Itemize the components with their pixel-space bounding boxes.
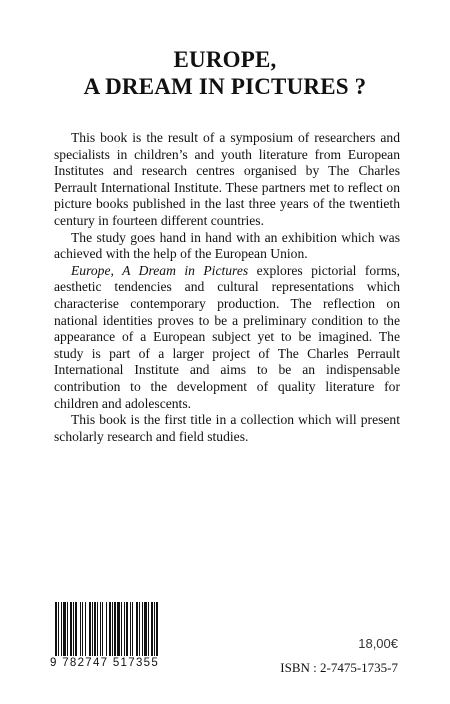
blurb-text xyxy=(54,130,400,445)
barcode-bar xyxy=(124,602,125,656)
barcode-bar xyxy=(148,602,149,656)
barcode-bars xyxy=(54,602,160,656)
barcode-bar xyxy=(63,602,66,656)
barcode-bar xyxy=(102,602,103,656)
barcode-bar xyxy=(70,602,72,656)
barcode-bar xyxy=(130,602,131,656)
barcode-bar xyxy=(112,602,113,656)
barcode-bar xyxy=(121,602,122,656)
barcode-bar xyxy=(156,602,158,656)
barcode-bar xyxy=(92,602,93,656)
barcode-bar xyxy=(80,602,81,656)
barcode-bar xyxy=(97,602,98,656)
barcode-bar xyxy=(100,602,101,656)
barcode-bar xyxy=(114,602,116,656)
isbn-label: ISBN : 2-7475-1735-7 xyxy=(280,660,398,675)
barcode-bar xyxy=(75,602,77,656)
barcode-digits: 9 782747 517355 xyxy=(50,657,160,669)
barcode-bar xyxy=(154,602,155,656)
barcode-bar xyxy=(61,602,62,656)
barcode-bar xyxy=(117,602,120,656)
barcode-bar xyxy=(109,602,111,656)
blurb-paragraph-2: The study goes hand in hand with an exhibition which was achieved with the help of the European Union. xyxy=(54,229,400,262)
barcode xyxy=(54,602,160,656)
barcode-bar xyxy=(144,602,147,656)
barcode-bar xyxy=(132,602,133,656)
blurb-paragraph-4: This book is the first title in a collection which will present scholarly research and field studies. xyxy=(54,412,400,444)
barcode-bar xyxy=(89,602,91,656)
title-line-2: A DREAM IN PICTURES ? xyxy=(83,74,367,99)
barcode-bar xyxy=(55,602,57,656)
barcode-bar xyxy=(142,602,143,656)
book-title-italic: Europe, A Dream in Pictures xyxy=(71,262,249,278)
book-title xyxy=(0,46,450,100)
title-line-1: EUROPE, xyxy=(173,47,277,72)
barcode-bar xyxy=(58,602,59,656)
barcode-bar xyxy=(126,602,128,656)
blurb-paragraph-3 xyxy=(54,263,400,412)
barcode-bar xyxy=(85,602,86,656)
barcode-bar xyxy=(67,602,68,656)
price-label: 18,00€ xyxy=(358,636,398,651)
barcode-bar xyxy=(139,602,140,656)
blurb-paragraph-1: This book is the result of a symposium of researchers and specialists in children’s and youth literature from European Institutes and research centres organised by The Charles Perrault International Institute. These partners met to reflect on picture books published in the last three years of the twentieth century in fourteen different countries. xyxy=(54,130,400,228)
blurb-paragraph-3-rest: explores pictorial forms, aesthetic tendencies and cultural representations which characterise contemporary production. The reflection on national identities proves to be a preliminary condition to the appearance of a European subject yet to be imagined. The study is part of a larger project of The Charles Perrault International Institute and aims to be an indispensable contribution to the development of quality literature for children and adolescents. xyxy=(54,262,400,411)
barcode-bar xyxy=(73,602,74,656)
barcode-bar xyxy=(94,602,96,656)
barcode-bar xyxy=(82,602,83,656)
barcode-bar xyxy=(136,602,138,656)
barcode-bar xyxy=(151,602,153,656)
barcode-bar xyxy=(106,602,107,656)
